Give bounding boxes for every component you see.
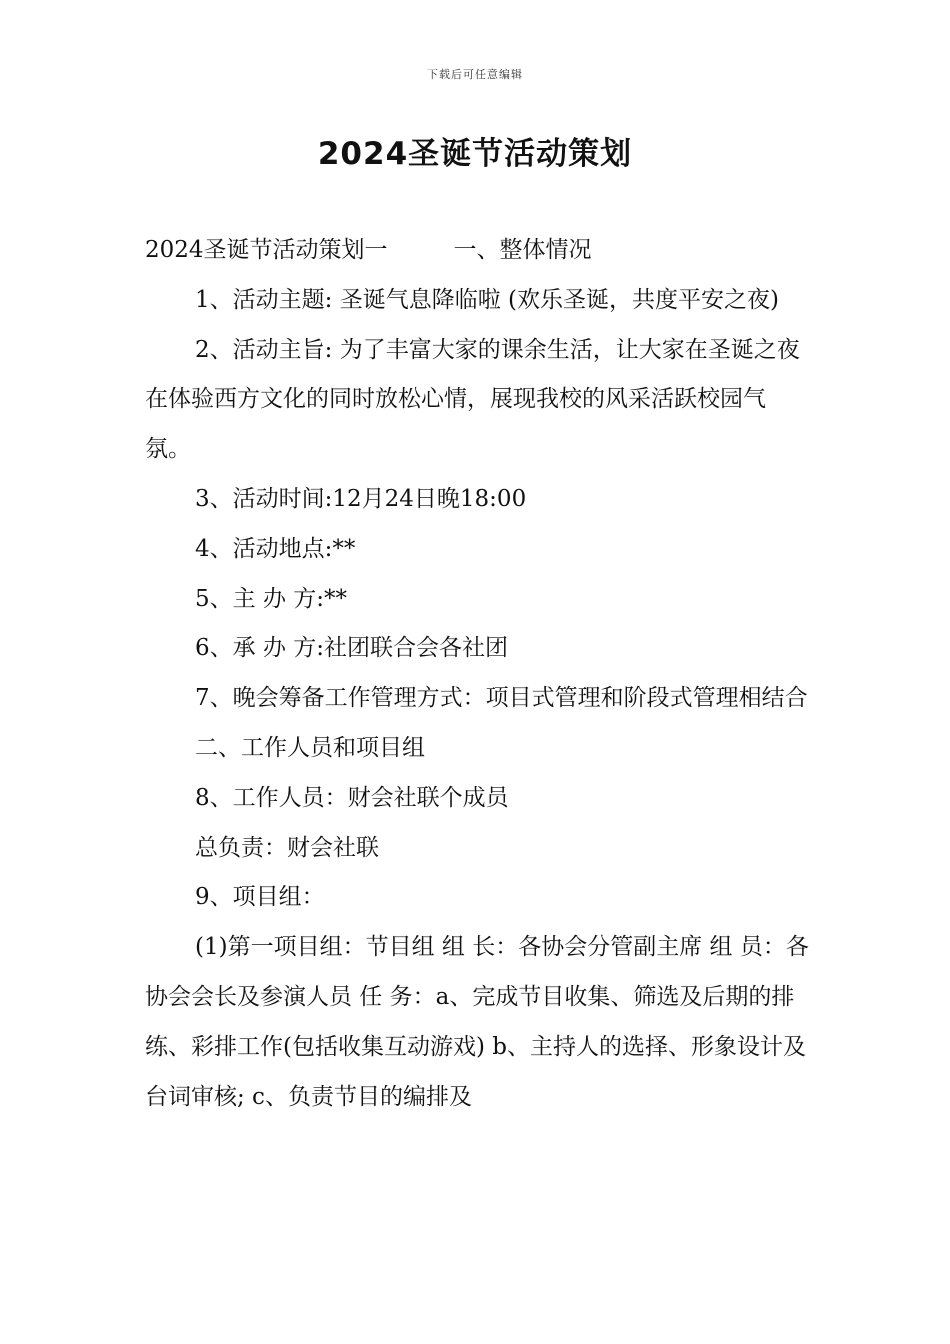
paragraph: 1、活动主题: 圣诞气息降临啦 (欢乐圣诞，共度平安之夜): [195, 286, 779, 313]
section2-heading: 二、工作人员和项目组: [195, 734, 425, 761]
paragraph: 3、活动时间:12月24日晚18:00: [195, 485, 527, 512]
paragraph: 6、承 办 方:社团联合会各社团: [195, 635, 509, 662]
section1-heading: 一、整体情况: [453, 237, 592, 263]
intro-prefix: 2024圣诞节活动策划一: [145, 237, 388, 263]
paragraph: 4、活动地点:**: [195, 535, 356, 562]
paragraph: 8、工作人员：财会社联个成员: [195, 784, 509, 811]
paragraph: 2、活动主旨: 为了丰富大家的课余生活，让大家在圣诞之夜在体验西方文化的同时放松心情，展现我校的风采活跃校园气氛。: [145, 336, 800, 463]
paragraph: (1)第一项目组：节目组 组 长：各协会分管副主席 组 员：各协会会长及参演人员 任 务：a、完成节目收集、筛选及后期的排练、彩排工作(包括收集互动游戏) b、主持人的选择、形象设计及台词审核; c、负责节目的编排及: [145, 934, 809, 1110]
document-body: [145, 226, 810, 1122]
paragraph: 总负责：财会社联: [195, 834, 379, 861]
paragraph: 5、主 办 方:**: [195, 585, 348, 612]
paragraph: 9、项目组：: [195, 884, 325, 911]
document-title: 2024圣诞节活动策划: [317, 136, 633, 172]
paragraph: 7、晚会筹备工作管理方式：项目式管理和阶段式管理相结合: [195, 685, 808, 712]
header-note: 下载后可任意编辑: [427, 68, 523, 81]
intro-line: [145, 226, 810, 276]
